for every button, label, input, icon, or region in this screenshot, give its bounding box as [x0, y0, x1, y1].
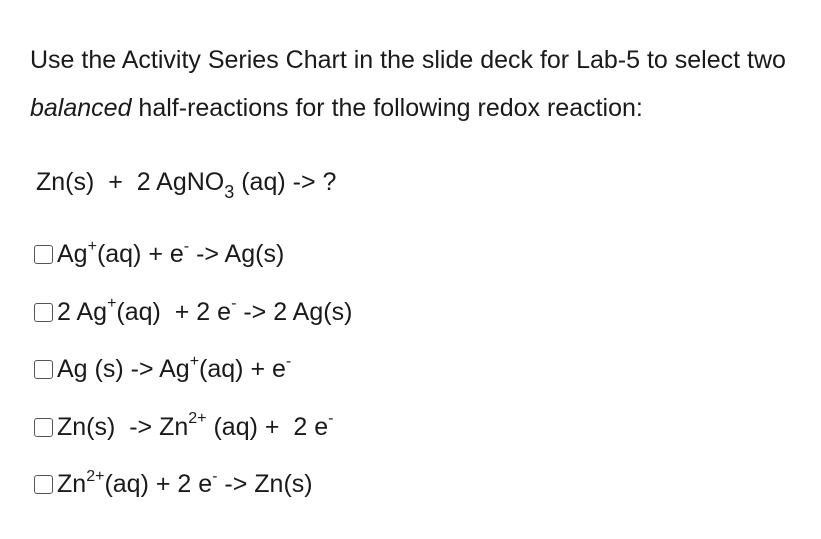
- option-1-charge: +: [87, 237, 97, 255]
- option-5-electron-charge: -: [212, 467, 218, 485]
- option-5[interactable]: [34, 456, 352, 514]
- option-1-checkbox[interactable]: [34, 245, 53, 264]
- option-4-text-b: (aq) + 2 e: [206, 412, 329, 441]
- option-5-label: [57, 467, 313, 499]
- option-5-charge: 2+: [86, 467, 105, 485]
- option-2-text-b: (aq) + 2 e: [116, 297, 232, 326]
- option-2-electron-charge: -: [231, 295, 237, 313]
- option-2-checkbox[interactable]: [34, 303, 53, 322]
- option-1[interactable]: [34, 226, 352, 284]
- option-2[interactable]: [34, 284, 352, 342]
- option-1-text-b: (aq) + e: [96, 240, 184, 269]
- option-5-text-b: (aq) + 2 e: [104, 470, 213, 499]
- option-3-label: [57, 352, 292, 384]
- question-prompt: [30, 36, 810, 132]
- option-3-charge: +: [189, 352, 200, 370]
- option-3-electron-charge: -: [285, 352, 292, 370]
- option-4-checkbox[interactable]: [34, 418, 53, 437]
- reaction-reactants: Zn(s) + 2 AgNO: [36, 168, 225, 196]
- option-4-electron-charge: -: [328, 410, 334, 428]
- answer-options: [34, 226, 352, 514]
- option-4-text-a: Zn(s) -> Zn: [57, 412, 189, 441]
- question-text-end: half-reactions for the following redox reaction:: [131, 94, 643, 122]
- redox-reaction: [36, 162, 336, 202]
- option-1-text-a: Ag: [57, 240, 88, 269]
- option-5-text-a: Zn: [57, 470, 87, 499]
- option-2-charge: +: [107, 295, 117, 313]
- option-2-text-a: 2 Ag: [57, 297, 108, 326]
- option-4[interactable]: [34, 399, 352, 457]
- option-3[interactable]: [34, 341, 352, 399]
- option-4-label: [57, 410, 334, 442]
- option-1-label: [57, 237, 285, 269]
- option-3-text-b: (aq) + e: [199, 355, 286, 384]
- option-2-label: [57, 295, 353, 327]
- option-2-text-c: -> 2 Ag(s): [236, 297, 353, 326]
- option-3-text-a: Ag (s) -> Ag: [57, 355, 190, 384]
- question-text-start: Use the Activity Series Chart in the slide deck for Lab-5 to select two: [30, 46, 786, 74]
- option-1-text-c: -> Ag(s): [189, 240, 285, 269]
- option-5-checkbox[interactable]: [34, 475, 53, 494]
- option-4-charge: 2+: [188, 410, 207, 428]
- question-emphasis: balanced: [30, 94, 132, 122]
- option-3-checkbox[interactable]: [34, 360, 53, 379]
- reaction-subscript: 3: [224, 182, 235, 202]
- option-1-electron-charge: -: [183, 237, 190, 255]
- option-5-text-c: -> Zn(s): [217, 470, 313, 499]
- reaction-products: (aq) -> ?: [234, 168, 337, 196]
